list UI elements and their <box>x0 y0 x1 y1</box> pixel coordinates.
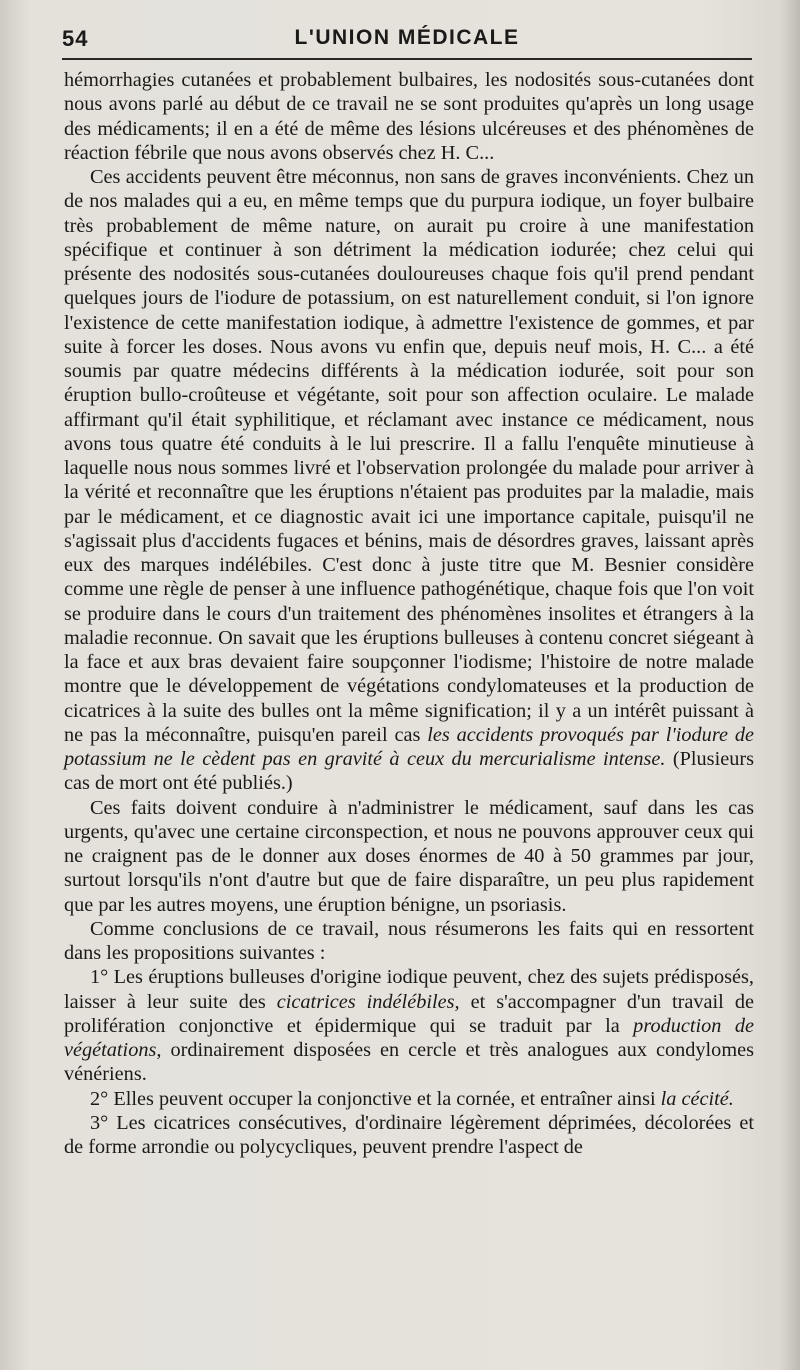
page-number: 54 <box>62 26 89 51</box>
paragraph <box>64 965 754 1086</box>
italic-text: la cécité. <box>660 1087 734 1110</box>
text-run: Ces faits doivent conduire à n'administrer le médicament, sauf dans les cas urgents, qu'avec une certaine circonspection, et nous ne pouvons approuver ceux qui ne craignent pas de le donner aux doses énormes de 40 à 50 grammes par jour, surtout lorsqu'ils n'ont d'autre but que de faire disparaître, un peu plus rapidement que par les autres moyens, une éruption bénigne, un psoriasis. <box>64 796 754 916</box>
paragraph <box>64 68 754 165</box>
text-run: (Plusieurs cas de mort ont été publiés.) <box>64 748 754 795</box>
italic-text: les accidents provoqués par l'iodure de potassium ne le cèdent pas en gravité à ceux du mercurialisme intense. <box>64 723 754 770</box>
running-title: L'UNION MÉDICALE <box>294 26 520 49</box>
text-run: 3° Les cicatrices consécutives, d'ordinaire légèrement déprimées, décolorées et de forme arrondie ou polycycliques, peuvent prendre l'aspect de <box>64 1111 754 1158</box>
header-rule <box>62 58 752 60</box>
text-run: et s'accompagner d'un travail de prolifération conjonctive et épidermique qui se traduit par la <box>64 990 754 1037</box>
text-run: hémorrhagies cutanées et probablement bulbaires, les nodosités sous-cutanées dont nous avons parlé au début de ce travail ne se sont produites qu'après un long usage des médicaments; il en a été de même des lésions ulcéreuses et des phénomènes de réaction fébrile que nous avons observés chez H. C... <box>64 69 754 164</box>
paragraph <box>64 1087 754 1111</box>
italic-text: production de végétations, <box>64 1014 755 1061</box>
text-run: 2° Elles peuvent occuper la conjonctive et la cornée, et entraîner ainsi <box>90 1087 661 1110</box>
paragraph <box>64 917 754 966</box>
italic-text: cicatrices indélébiles, <box>276 990 460 1013</box>
page-header <box>62 22 752 52</box>
text-run: Ces accidents peuvent être méconnus, non sans de graves inconvénients. Chez un de nos malades qui a eu, en même temps que du purpura iodique, un foyer bulbaire très probablement de même nature, on aurait pu croire à une manifestation spécifique et continuer à son détriment la médication iodurée; chez celui qui présente des nodosités sous-cutanées douloureuses chaque fois qu'il prend pendant quelques jours de l'iodure de potassium, on est naturellement conduit, si l'on ignore l'existence de cette manifestation iodique, à admettre l'existence de gommes, et par suite à forcer les doses. Nous avons vu enfin que, depuis neuf mois, H. C... a été soumis par quatre médecins différents à la médication iodurée, soit pour son éruption bullo-croûteuse et végétante, soit pour son affection oculaire. Le malade affirmant qu'il était syphilitique, et réclamant avec instance ce médicament, nous avons tous quatre été conduits à le lui prescrire. Il a fallu l'enquête minutieuse à laquelle nous nous sommes livré et l'observation prolongée du malade pour arriver à la vérité et reconnaître que les éruptions n'étaient pas produites par la maladie, mais par le médicament, et ce diagnostic avait ici une importance capitale, puisqu'il ne s'agissait plus d'accidents fugaces et bénins, mais de désordres graves, laissant après eux des marques indélébiles. C'est donc à juste titre que M. Besnier considère comme une règle de penser à une influence pathogénétique, chaque fois que l'on voit se produire dans le cours d'un traitement des phénomènes insolites et étrangers à la maladie reconnue. On savait que les éruptions bulleuses à contenu concret siégeant à la face et aux bras devaient faire soupçonner l'iodisme; l'histoire de notre malade montre que le développement de végétations condylomateuses et la production de cicatrices à la suite des bulles ont la même signification; il y a un intérêt puissant à ne pas la méconnaître, puisqu'en pareil cas <box>64 166 754 746</box>
paragraph <box>64 165 754 796</box>
paragraph <box>64 1111 754 1160</box>
paragraph <box>64 796 754 917</box>
text-run: 1° Les éruptions bulleuses d'origine iodique peuvent, chez des sujets prédisposés, laisser à leur suite des <box>64 966 754 1013</box>
body-text <box>64 68 754 1159</box>
text-run: Comme conclusions de ce travail, nous résumerons les faits qui en ressortent dans les propositions suivantes : <box>64 917 754 964</box>
text-run: ordinairement disposées en cercle et très analogues aux condylomes vénériens. <box>64 1039 754 1086</box>
